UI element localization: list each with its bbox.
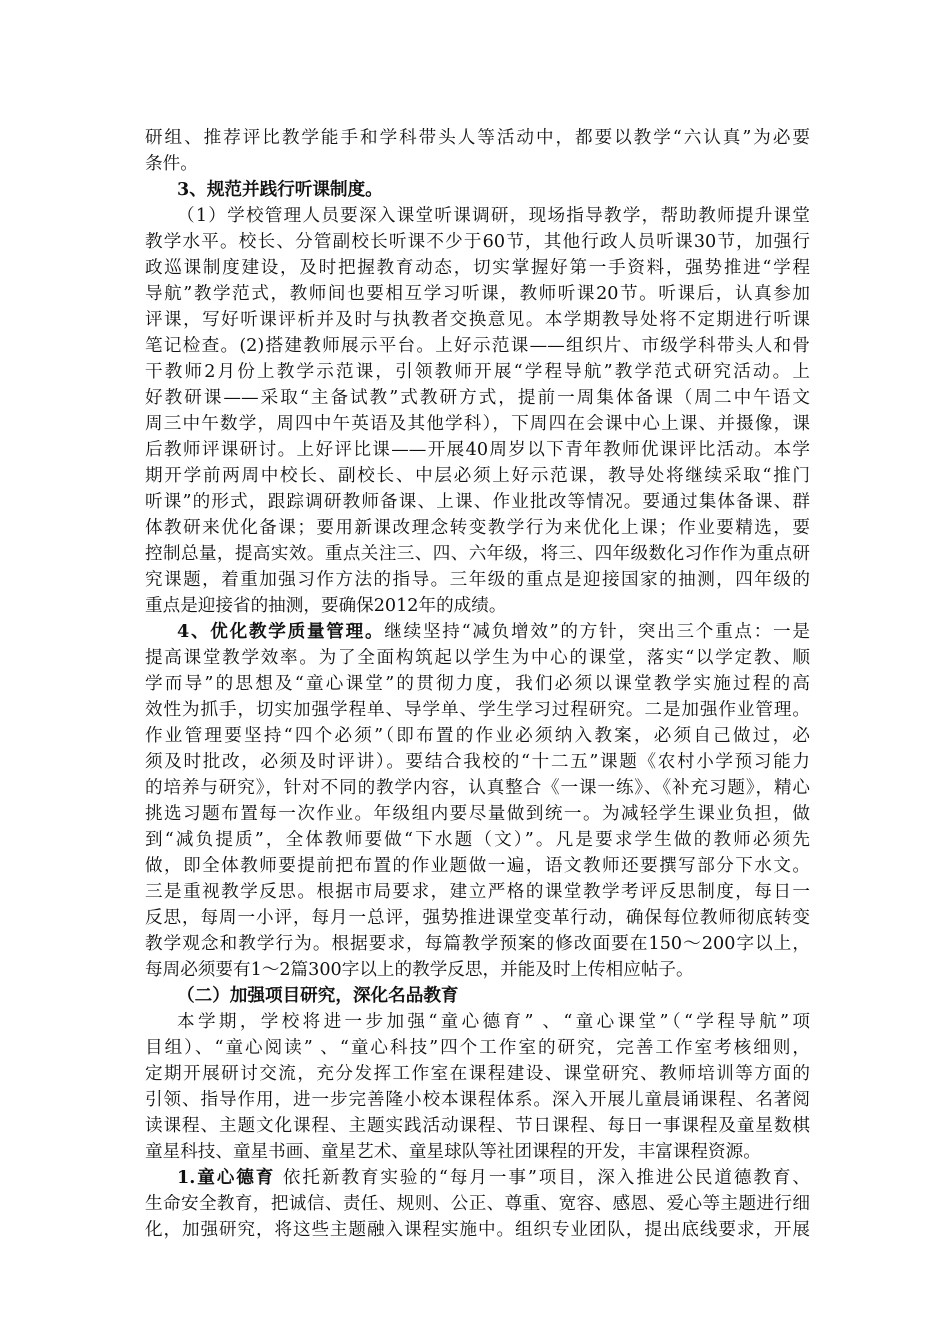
- text-line: 化，加强研究，将这些主题融入课程实施中。组织专业团队，提出底线要求，开展: [145, 1220, 810, 1240]
- text-line: 效性为抓手，切实加强学程单、导学单、学生学习过程研究。二是加强作业管理。: [145, 700, 810, 720]
- text-line: 周三中午数学，周四中午英语及其他学科），下周四在会课中心上课、并摄像，课: [145, 414, 810, 434]
- text-line: 研组、推荐评比教学能手和学科带头人等活动中，都要以教学“六认真”为必要: [145, 128, 810, 148]
- text-line: 控制总量，提高实效。重点关注三、四、六年级，将三、四年级数化习作作为重点研: [145, 544, 810, 564]
- text-line: 听课”的形式，跟踪调研教师备课、上课、作业批改等情况。要通过集体备课、群: [145, 492, 810, 512]
- text-line: 挑选习题布置每一次作业。年级组内要尽量做到统一。为减轻学生课业负担，做: [145, 804, 810, 824]
- section-heading: 4、优化教学质量管理。: [177, 621, 385, 642]
- text-line: 4、优化教学质量管理。继续坚持“减负增效”的方针，突出三个重点：一是: [177, 621, 810, 642]
- text-line: 好教研课——采取“主备试教”式教研方式，提前一周集体备课（周二中午语文: [145, 388, 810, 408]
- text-line: 期开学前两周中校长、副校长、中层必须上好示范课，教导处将继续采取“推门: [145, 466, 810, 486]
- text-line: 教学水平。校长、分管副校长听课不少于60节，其他行政人员听课30节，加强行: [145, 232, 810, 252]
- text-line: 三是重视教学反思。根据市局要求，建立严格的课堂教学考评反思制度，每日一: [145, 882, 810, 902]
- text-line: 的培养与研究》，针对不同的教学内容，认真整合《一课一练》、《补充习题》，精心: [145, 778, 810, 798]
- text-line: 每周必须要有1～2篇300字以上的教学反思，并能及时上传相应帖子。: [145, 960, 694, 980]
- text-line: 究课题，着重加强习作方法的指导。三年级的重点是迎接国家的抽测，四年级的: [145, 570, 810, 590]
- text-line: 定期开展研讨交流，充分发挥工作室在课程建设、课堂研究、教师培训等方面的: [145, 1064, 810, 1084]
- text-line: 政巡课制度建设，及时把握教育动态，切实掌握好第一手资料，强势推进“学程: [145, 258, 810, 278]
- text-line: 导航”教学范式，教师间也要相互学习听课，教师听课20节。听课后，认真参加: [145, 284, 810, 304]
- section-heading: 3、规范并践行听课制度。: [177, 179, 383, 200]
- text-line: （1）学校管理人员要深入课堂听课调研，现场指导教学，帮助教师提升课堂: [177, 206, 810, 226]
- text-line: 重点是迎接省的抽测，要确保2012年的成绩。: [145, 596, 507, 616]
- text-line: 做，即全体教师要提前把布置的作业题做一遍，语文教师还要撰写部分下水文。: [145, 856, 810, 876]
- text-line: 童星科技、童星书画、童星艺术、童星球队等社团课程的开发，丰富课程资源。: [145, 1142, 761, 1162]
- text-line: 反思，每周一小评，每月一总评，强势推进课堂变革行动，确保每位教师彻底转变: [145, 908, 810, 928]
- text-line: 生命安全教育，把诚信、责任、规则、公正、尊重、宽容、感恩、爱心等主题进行细: [145, 1194, 810, 1214]
- text-line: 条件。: [145, 154, 198, 174]
- text-line: 体教研来优化备课；要用新课改理念转变教学行为来优化上课；作业要精选，要: [145, 518, 810, 538]
- text-line: 目组）、“童心阅读” 、“童心科技”四个工作室的研究，完善工作室考核细则，: [145, 1038, 810, 1058]
- text-line: 本学期，学校将进一步加强“童心德育” 、“童心课堂”（“学程导航”项: [177, 1012, 810, 1032]
- text-line: 须及时批改，必须及时评讲）。要结合我校的“十二五”课题《农村小学预习能力: [145, 752, 810, 772]
- section-heading: （二）加强项目研究，深化名品教育: [177, 985, 459, 1006]
- section-heading: 1.童心德育: [177, 1167, 276, 1188]
- text-line: 1.童心德育 依托新教育实验的“每月一事”项目，深入推进公民道德教育、: [177, 1167, 810, 1188]
- text-line: 笔记检查。(2)搭建教师展示平台。上好示范课——组织片、市级学科带头人和骨: [145, 336, 810, 356]
- text-line: 干教师2月份上教学示范课，引领教师开展“学程导航”教学范式研究活动。上: [145, 362, 810, 382]
- text-line: 评课，写好听课评析并及时与执教者交换意见。本学期教导处将不定期进行听课: [145, 310, 810, 330]
- text-line: 引领、指导作用，进一步完善隆小校本课程体系。深入开展儿童晨诵课程、名著阅: [145, 1090, 810, 1110]
- text-line: 到“减负提质”，全体教师要做“下水题（文）”。凡是要求学生做的教师必须先: [145, 830, 810, 850]
- text-line: 后教师评课研讨。上好评比课——开展40周岁以下青年教师优课评比活动。本学: [145, 440, 810, 460]
- text-line: 作业管理要坚持“四个必须”（即布置的作业必须纳入教案，必须自己做过，必: [145, 726, 810, 746]
- text-line: 学而导”的思想及“童心课堂”的贯彻力度，我们必须以课堂教学实施过程的高: [145, 674, 810, 694]
- text-line: 教学观念和教学行为。根据要求，每篇教学预案的修改面要在150～200字以上，: [145, 934, 810, 954]
- text-line: 提高课堂教学效率。为了全面构筑起以学生为中心的课堂，落实“以学定教、顺: [145, 648, 810, 668]
- text-line: 读课程、主题文化课程、主题实践活动课程、节日课程、每日一事课程及童星数棋: [145, 1116, 810, 1136]
